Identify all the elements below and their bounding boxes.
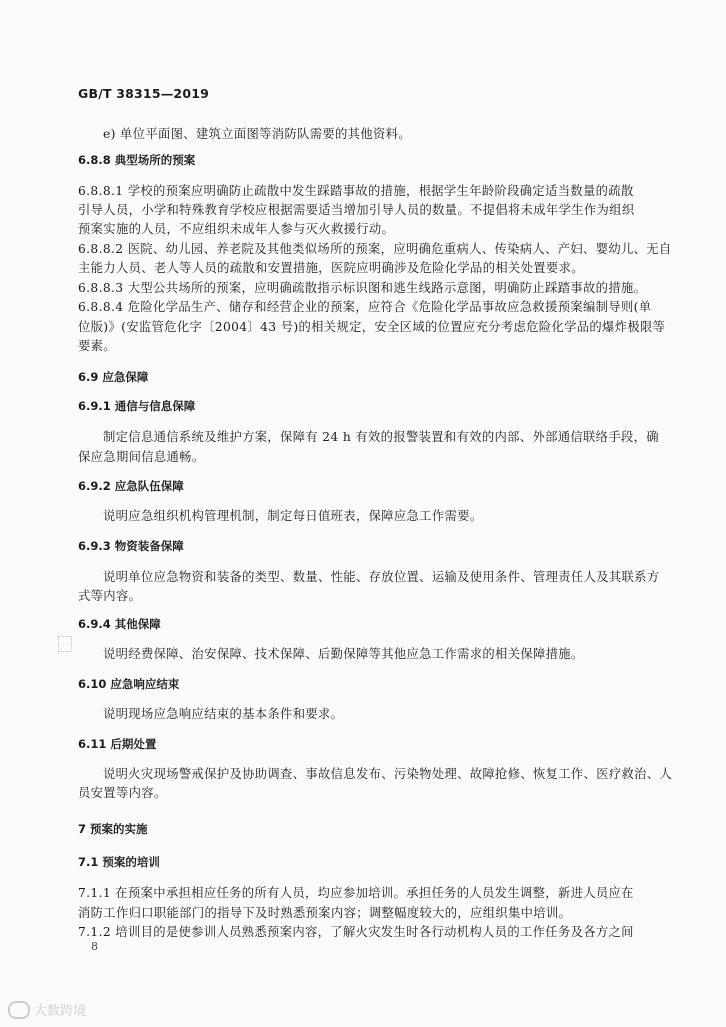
- watermark-logo-icon: [8, 1001, 30, 1019]
- text-line: 式等内容。: [78, 589, 142, 603]
- text-line: 预案实施的人员，不应组织未成年人参与灭火救援行动。: [78, 222, 395, 236]
- text-line: 6.8.8.4 危险化学品生产、储存和经营企业的预案，应符合《危险化学品事故应急救援预案编制导则(单: [78, 300, 652, 314]
- standard-number-header: GB/T 38315—2019: [78, 86, 210, 101]
- text-line: 消防工作归口职能部门的指导下及时熟悉预案内容；调整幅度较大的，应组织集中培训。: [78, 906, 572, 920]
- section-heading: 6.9.4 其他保障: [78, 617, 161, 631]
- text-line: 主能力人员、老人等人员的疏散和安置措施，医院应明确涉及危险化学品的相关处置要求。: [78, 261, 584, 275]
- text-line: 7.1.2 培训目的是使参训人员熟悉预案内容，了解火灾发生时各行动机构人员的工作任务及各方之间: [78, 925, 634, 939]
- text-line: 制定信息通信系统及维护方案，保障有 24 h 有效的报警装置和有效的内部、外部通信联络手段，确: [103, 430, 659, 444]
- text-line: 6.8.8.1 学校的预案应明确防止疏散中发生踩踏事故的措施，根据学生年龄阶段确定适当数量的疏散: [78, 184, 634, 198]
- section-heading: 6.8.8 典型场所的预案: [78, 153, 196, 167]
- text-line: 说明现场应急响应结束的基本条件和要求。: [103, 707, 344, 721]
- text-line: 说明应急组织机构管理机制，制定每日值班表，保障应急工作需要。: [103, 509, 483, 523]
- text-line: 要素。: [78, 339, 116, 353]
- scan-artifact: [58, 636, 72, 652]
- section-heading: 6.9.1 通信与信息保障: [78, 399, 196, 413]
- section-heading: 6.9.2 应急队伍保障: [78, 479, 184, 493]
- watermark: [8, 1000, 86, 1019]
- chapter-heading: 7 预案的实施: [78, 822, 148, 836]
- text-line: 7.1.1 在预案中承担相应任务的所有人员，均应参加培训。承担任务的人员发生调整，新进人员应在: [78, 886, 634, 900]
- text-line: 说明火灾现场警戒保护及协助调查、事故信息发布、污染物处理、故障抢修、恢复工作、医疗救治、人: [103, 767, 673, 781]
- text-line: e) 单位平面图、建筑立面图等消防队需要的其他资料。: [103, 127, 411, 141]
- section-heading: 6.11 后期处置: [78, 737, 157, 751]
- text-line: 位版)》(安监管危化字〔2004〕43 号)的相关规定，安全区域的位置应充分考虑危险化学品的爆炸极限等: [78, 320, 666, 334]
- text-line: 说明单位应急物资和装备的类型、数量、性能、存放位置、运输及使用条件、管理责任人及其联系方: [103, 570, 660, 584]
- page-number: 8: [91, 940, 98, 953]
- section-heading: 7.1 预案的培训: [78, 855, 160, 869]
- section-heading: 6.9.3 物资装备保障: [78, 539, 184, 553]
- text-line: 引导人员，小学和特殊教育学校应根据需要适当增加引导人员的数量。不提倡将未成年学生作为组织: [78, 203, 635, 217]
- watermark-text: 大数跨境: [34, 1004, 87, 1019]
- text-line: 保应急期间信息通畅。: [78, 450, 205, 464]
- text-line: 6.8.8.2 医院、幼儿园、养老院及其他类似场所的预案，应明确危重病人、传染病人、产妇、婴幼儿、无自: [78, 242, 672, 256]
- text-line: 说明经费保障、治安保障、技术保障、后勤保障等其他应急工作需求的相关保障措施。: [103, 647, 584, 661]
- section-heading: 6.9 应急保障: [78, 370, 149, 384]
- text-line: 6.8.8.3 大型公共场所的预案，应明确疏散指示标识图和逃生线路示意图，明确防止踩踏事故的措施。: [78, 281, 647, 295]
- section-heading: 6.10 应急响应结束: [78, 677, 180, 691]
- text-line: 员安置等内容。: [78, 786, 167, 800]
